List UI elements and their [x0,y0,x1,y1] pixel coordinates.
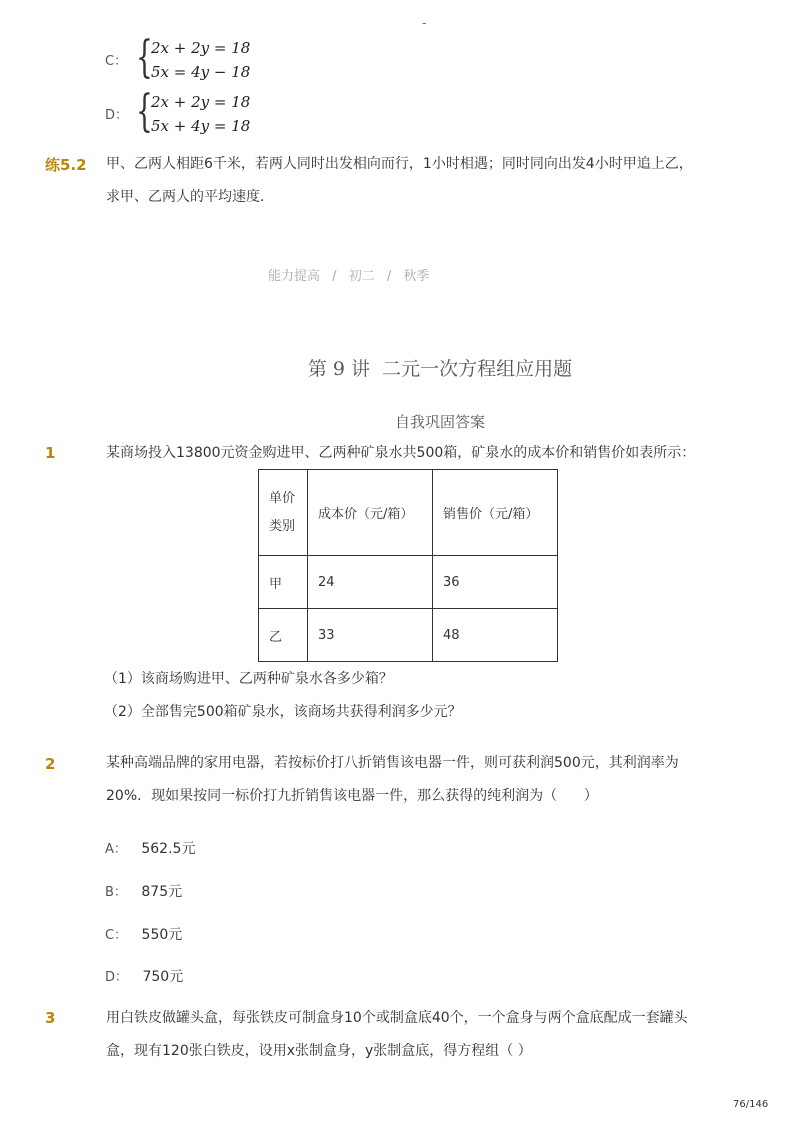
question-2-text-line-1: 某种高端品牌的家用电器，若按标价打八折销售该电器一件，则可获利润500元，其利润率为 [106,755,679,771]
option-value: 550元 [141,927,183,943]
price-table [258,469,558,662]
table-header-price: 销售价（元/箱） [433,470,558,556]
option-value: 562.5元 [141,841,196,857]
breadcrumb [268,265,429,284]
table-corner-top: 单价 [269,490,296,506]
section-title: 自我巩固答案 [394,413,485,431]
table-cell-cost: 33 [308,609,433,662]
option-d-equation-2: 5x + 4y = 18 [151,117,251,135]
question-3-text-line-1: 用白铁皮做罐头盒，每张铁皮可制盒身10个或制盒底40个，一个盒身与两个盒底配成一套罐头 [106,1010,688,1026]
question-1-text: 某商场投入13800元资金购进甲、乙两种矿泉水共500箱，矿泉水的成本价和销售价如表所示： [106,445,696,461]
option-d-label: D： [105,108,129,123]
option-c[interactable] [105,924,182,944]
table-header-cost: 成本价（元/箱） [308,470,433,556]
breadcrumb-item-grade: 初二 [348,269,375,284]
option-d-brace: { [136,86,153,137]
question-2-text-line-2: 20%．现如果按同一标价打九折销售该电器一件，那么获得的纯利润为（ ） [106,788,598,804]
breadcrumb-separator: / [386,269,392,284]
option-c-equation-2: 5x = 4y − 18 [151,63,251,81]
table-row [259,609,558,662]
table-row [259,556,558,609]
option-value: 875元 [141,884,183,900]
option-c-equation-1: 2x + 2y = 18 [151,39,251,57]
exercise-label: 练5.2 [45,156,87,174]
question-number: 2 [45,755,56,773]
option-b[interactable] [105,881,182,901]
option-d[interactable] [105,966,183,986]
breadcrumb-item-season: 秋季 [403,269,430,284]
table-cell-name: 甲 [259,556,308,609]
table-corner-cell [259,470,308,556]
option-label: D： [105,970,129,985]
exercise-text-line-2: 求甲、乙两人的平均速度． [106,189,274,205]
top-marker: - [422,16,427,30]
option-label: C： [105,928,128,943]
option-label: A： [105,842,127,857]
question-number: 3 [45,1009,56,1027]
table-cell-cost: 24 [308,556,433,609]
question-1-sub-1: （1）该商场购进甲、乙两种矿泉水各多少箱？ [104,671,393,687]
lecture-title: 第 9 讲 二元一次方程组应用题 [307,358,573,380]
option-label: B： [105,885,127,900]
question-1-sub-2: （2）全部售完500箱矿泉水，该商场共获得利润多少元？ [104,704,462,720]
question-number: 1 [45,444,56,462]
table-cell-name: 乙 [259,609,308,662]
table-cell-price: 36 [433,556,558,609]
option-a[interactable] [105,838,195,858]
table-corner-bottom: 类别 [269,518,296,534]
option-c-label: C： [105,54,128,69]
option-value: 750元 [142,969,184,985]
exercise-text-line-1: 甲、乙两人相距6千米，若两人同时出发相向而行，1小时相遇；同时同向出发4小时甲追上乙， [106,156,693,172]
option-c-brace: { [136,32,153,83]
page-number: 76/146 [733,1099,769,1110]
question-3-text-line-2: 盒，现有120张白铁皮，设用x张制盒身，y张制盒底，得方程组（ ） [106,1043,532,1059]
table-cell-price: 48 [433,609,558,662]
breadcrumb-separator: / [332,269,337,284]
option-d-equation-1: 2x + 2y = 18 [151,93,251,111]
breadcrumb-item-level: 能力提高 [268,269,321,284]
